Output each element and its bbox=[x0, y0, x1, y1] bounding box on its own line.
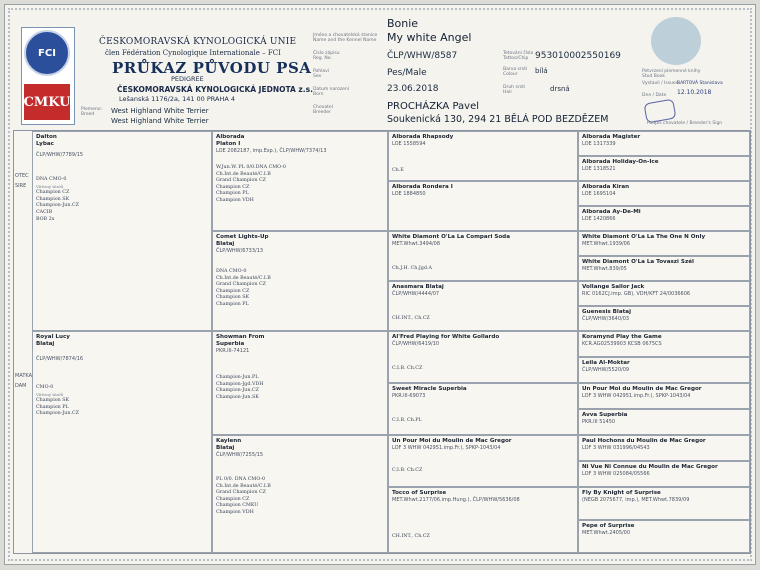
issued-label: Vystavil / Issued bbox=[642, 81, 679, 86]
dog-name: Bonie bbox=[387, 17, 419, 30]
dam-dam-cell: Kaylenn Blataj ČLP/WHW/7255/15 PL 0/0. DNA CMO-0 Ch.Int.de Beauté/C.I.B Grand Champion CZ Champion CZ Champion CMKU Champion VDH bbox=[212, 435, 388, 553]
colour-value: bílá bbox=[535, 67, 548, 75]
gen4-cell: Leila Al-Moktar ČLP/WHW/5520/09 bbox=[578, 357, 750, 383]
gen3-cell: White Diamont O'La La Compari Soda MET.Whwt.3494/08 Ch.J.H. Ch.Jgd.A bbox=[388, 231, 578, 281]
breeder-label: Chovatel Breeder bbox=[313, 105, 333, 115]
sire-dam-cell: Comet Lights-Up Blataj ČLP/WHW/6733/13 DNA CMO-0 Ch.Int.de Beauté/C.I.B Grand Champion CZ Champion CZ Champion SK Champion PL bbox=[212, 231, 388, 331]
gen3-cell: Alborada Rondera I LOE 1884850 bbox=[388, 181, 578, 231]
document-subtitle: PEDIGREE bbox=[171, 75, 204, 83]
date-label: Dne / Date bbox=[642, 93, 667, 98]
dam-cell: Royal Lucy Blataj ČLP/WHW/7874/16 CMO-0 Vítězný titulů Champion SK Champion PL Champion-Jun.CZ bbox=[32, 331, 212, 553]
gen4-cell: Alborada Holiday-On-Ice LOE 1318521 bbox=[578, 156, 750, 181]
hair-label: Druh srsti Hair bbox=[503, 85, 526, 95]
breeder-address: Soukenická 130, 294 21 BĚLÁ POD BEZDĚZEM bbox=[387, 114, 609, 125]
issuer-address: Lešanská 1176/2a, 141 00 PRAHA 4 bbox=[119, 95, 236, 103]
gen3-cell: Sweet Miracle Superbia PKR.III-69073 C.I.B. Ch.PL bbox=[388, 383, 578, 435]
gen4-cell: Paul Hochons du Moulin de Mac Gregor LOF 3 WHW 031996/04543 bbox=[578, 435, 750, 461]
breed-en: West Highland White Terrier bbox=[111, 117, 209, 125]
sex-label: Pohlaví Sex bbox=[313, 69, 330, 79]
issue-date: 12.10.2018 bbox=[677, 89, 712, 96]
document-title: PRŮKAZ PŮVODU PSA bbox=[112, 59, 312, 77]
dam-side-label: MATKA DAM bbox=[15, 373, 33, 389]
sire-sire-cell: Alborada Platon I LOE 2082187, imp.Esp.), ČLP/WHW/7374/13 W.Jun.W. PL 0/0.DNA CMO-0 Ch.Int.de Beauté/C.I.B Grand Champion CZ Champion CZ Champion PL Champion VDH bbox=[212, 131, 388, 231]
gen4-cell: Pepe of Surprise MET.Whwt.2405/00 bbox=[578, 520, 750, 553]
issued-by: BARTOVÁ Stanislava bbox=[677, 81, 723, 86]
signature bbox=[643, 99, 676, 124]
gen4-cell: Alborada Magister LOE 1317339 bbox=[578, 131, 750, 156]
pedigree-document bbox=[4, 4, 756, 565]
gen4-cell: Avva Superbia PKR.III 51450 bbox=[578, 409, 750, 435]
hair-value: drsná bbox=[550, 85, 570, 93]
breed-label: Plemeno: Breed bbox=[81, 107, 103, 117]
born-label: Datum narození Born bbox=[313, 87, 349, 97]
gen3-cell: Al'Fred Playing for White Gollardo ČLP/WHW/6419/10 C.I.B. Ch.CZ bbox=[388, 331, 578, 383]
stud-book-label: Potvrzení plemenné knihy Stud Book bbox=[642, 69, 701, 79]
issuer-name: ČESKOMORAVSKÁ KYNOLOGICKÁ JEDNOTA z.s. bbox=[117, 85, 313, 94]
name-label: Jméno a chovatelská stanice Name and the Kennel Name bbox=[313, 33, 378, 43]
pedigree-table bbox=[13, 130, 751, 554]
gen3-cell: Anasmara Blataj ČLP/WHW/4444/07 CH.INT., Ch.CZ bbox=[388, 281, 578, 331]
gen4-cell: White Diamont O'La La The One N Only MET.Whwt.1939/06 bbox=[578, 231, 750, 256]
gen3-cell: Alborada Rhapsody LOE 1558594 Ch.E bbox=[388, 131, 578, 181]
kennel-name: My white Angel bbox=[387, 31, 472, 44]
sire-side-label: OTEC SIRE bbox=[15, 173, 29, 189]
gen4-cell: Vollange Sailor Jack RIC 0162CJ.imp. GB), VDH/KFT 24/0036606 bbox=[578, 281, 750, 306]
gen3-cell: Un Pour Moi du Moulin de Mac Gregor LOF 3 WHW 042951.imp.Fr.), SPKP-1043/04 C.I.B. Ch.CZ bbox=[388, 435, 578, 487]
fci-membership: člen Fédération Cynologique Internationale – FCI bbox=[105, 49, 281, 57]
reg-label: Číslo zápisu Reg. No. bbox=[313, 51, 340, 61]
gen4-cell: White Diamont O'La La Tovaszi Szél MET.Whwt.839/05 bbox=[578, 256, 750, 281]
organization-logo bbox=[21, 27, 75, 125]
gen3-cell: Tocco of Surprise MET.Whwt.2177/06.imp.Hung.), ČLP/WHW/5636/08 CH.INT., Ch.CZ bbox=[388, 487, 578, 553]
reg-number: ČLP/WHW/8587 bbox=[387, 51, 458, 61]
registry-stamp bbox=[651, 17, 701, 65]
birth-date: 23.06.2018 bbox=[387, 84, 439, 94]
gen4-cell: Fly By Knight of Surprise (NEGB 2075677, imp.), MET.Whwt.7839/09 bbox=[578, 487, 750, 520]
breeder-name: PROCHÁZKA Pavel bbox=[387, 101, 480, 112]
gen4-cell: Ni Vue Ni Connue du Moulin de Mac Gregor LOF 3 WHW 025084/05566 bbox=[578, 461, 750, 487]
gen4-cell: Alborada Ay-De-Mi LOE 1420866 bbox=[578, 206, 750, 231]
gen4-cell: Un Pour Moi du Moulin de Mac Gregor LOF 3 WHW 042951.imp.Fr.), SPKP-1043/04 bbox=[578, 383, 750, 409]
union-name: ČESKOMORAVSKÁ KYNOLOGICKÁ UNIE bbox=[99, 37, 297, 47]
colour-label: Barva srsti Colour bbox=[503, 67, 528, 77]
sex-value: Pes/Male bbox=[387, 68, 427, 78]
breeder-sign-label: Podpis chovatele / Breeder's Sign bbox=[647, 121, 723, 126]
fci-emblem: FCI bbox=[24, 30, 70, 76]
dam-sire-cell: Showman From Superbia PKR.III-74121 Champion-Jun.PL Champion-Jgd.VDH Champion-Jun.CZ Champion-Jun.SK bbox=[212, 331, 388, 435]
gen4-cell: Guenesis Blataj ČLP/WHW/3640/03 bbox=[578, 306, 750, 331]
cmku-emblem: CMKU bbox=[24, 84, 70, 120]
breed-cz: West Highland White Terrier bbox=[111, 107, 209, 115]
gen4-cell: Alborada Kiran LOE 1695104 bbox=[578, 181, 750, 206]
gen4-cell: Koramynd Play the Game KCR.AG02539903 KCSB 0675CS bbox=[578, 331, 750, 357]
tattoo-label: Tetování číslo Tattoo/Chip bbox=[503, 51, 534, 61]
chip-number: 953010002550169 bbox=[535, 51, 621, 61]
sire-cell: Dalton Lybac ČLP/WHW/7789/15 DNA CMO-0 Vítězný titulů Champion CZ Champion SK Champion-Jun.CZ CACIB BOB 2x bbox=[32, 131, 212, 331]
